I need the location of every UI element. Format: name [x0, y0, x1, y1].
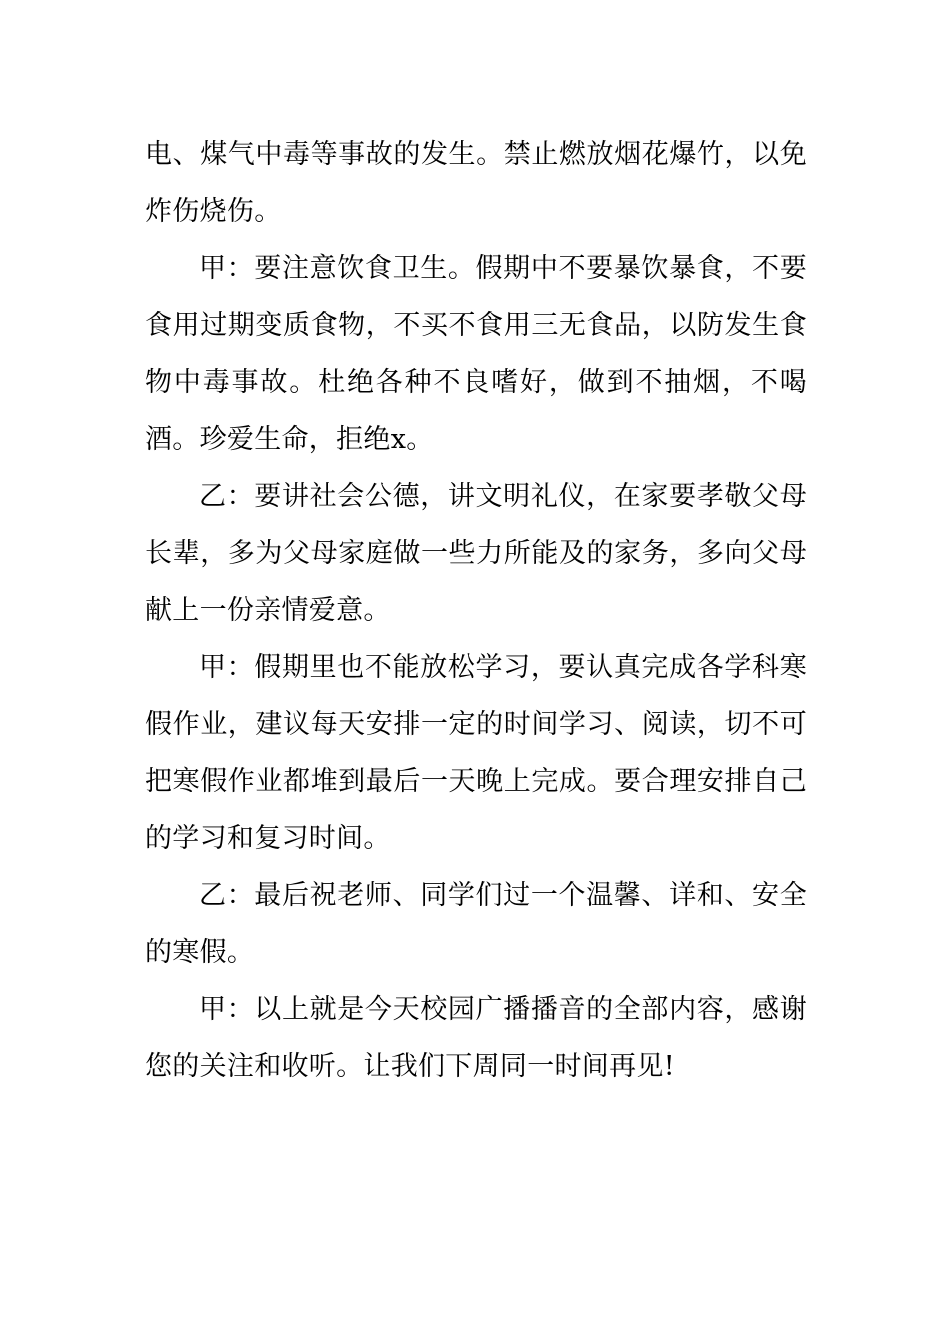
paragraph-closing: 甲：以上就是今天校园广播播音的全部内容，感谢您的关注和收听。让我们下周同一时间再见! — [145, 994, 807, 1082]
paragraph-social-ethics: 乙：要讲社会公德，讲文明礼仪，在家要孝敬父母长辈，多为父母家庭做一些力所能及的家务，多向父母献上一份亲情爱意。 — [145, 481, 807, 626]
paragraph-study: 甲：假期里也不能放松学习，要认真完成各学科寒假作业，建议每天安排一定的时间学习、阅读，切不可把寒假作业都堆到最后一天晚上完成。要合理安排自己的学习和复习时间。 — [145, 652, 807, 854]
paragraph-food-safety: 甲：要注意饮食卫生。假期中不要暴饮暴食，不要食用过期变质食物，不买不食用三无食品，以防发生食物中毒事故。杜绝各种不良嗜好，做到不抽烟，不喝酒。珍爱生命，拒绝x。 — [145, 253, 807, 455]
document-body — [145, 126, 807, 1095]
paragraph-continuation: 电、煤气中毒等事故的发生。禁止燃放烟花爆竹，以免炸伤烧伤。 — [145, 139, 807, 227]
paragraph-wishes: 乙：最后祝老师、同学们过一个温馨、详和、安全的寒假。 — [145, 880, 807, 968]
